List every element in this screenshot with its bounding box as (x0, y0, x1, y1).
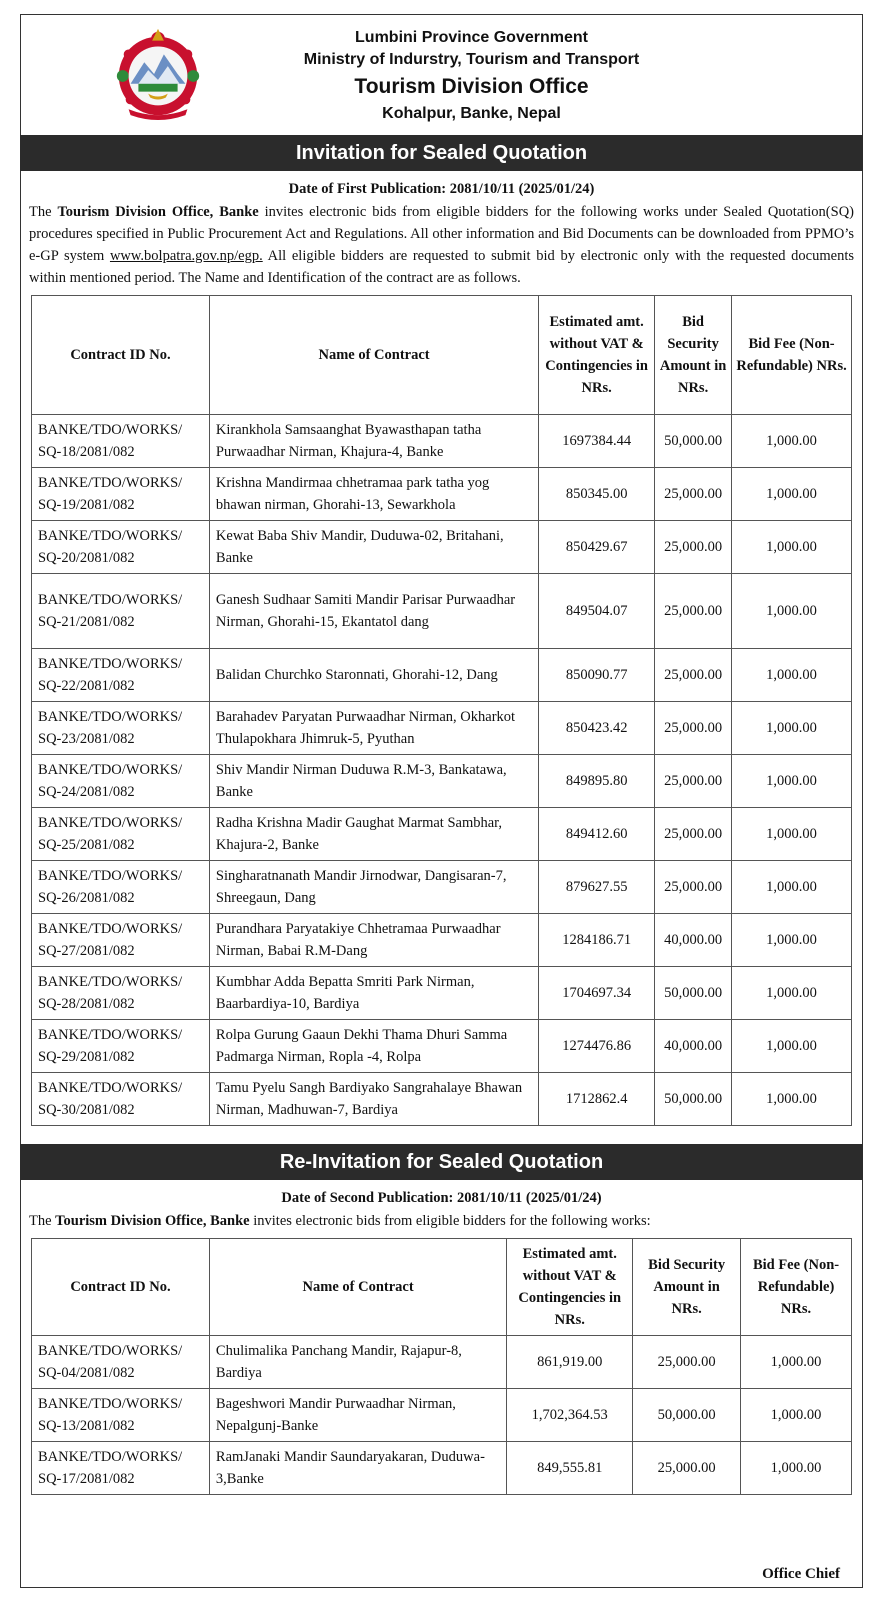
bid-fee-cell: 1,000.00 (732, 468, 852, 521)
ministry-name: Ministry of Indurstry, Tourism and Transport (303, 51, 640, 68)
bid-security-cell: 50,000.00 (655, 1073, 732, 1126)
contract-id-cell: BANKE/TDO/WORKS/ SQ-26/2081/082 (32, 861, 210, 914)
estimated-amount-cell: 1274476.86 (539, 1020, 655, 1073)
estimated-amount-cell: 850429.67 (539, 521, 655, 574)
bid-fee-cell: 1,000.00 (732, 1073, 852, 1126)
contract-id-cell: BANKE/TDO/WORKS/ SQ-18/2081/082 (32, 415, 210, 468)
bid-security-cell: 25,000.00 (655, 468, 732, 521)
bid-fee-cell: 1,000.00 (732, 1020, 852, 1073)
office-name: Tourism Division Office (354, 75, 589, 98)
estimated-amount-cell: 850423.42 (539, 702, 655, 755)
table-row (32, 1336, 852, 1389)
contract-name-cell: Rolpa Gurung Gaaun Dekhi Thama Dhuri Samma Padmarga Nirman, Ropla -4, Rolpa (209, 1020, 538, 1073)
contract-name-cell: Chulimalika Panchang Mandir, Rajapur-8, Bardiya (209, 1336, 506, 1389)
section1-contract-table (31, 295, 852, 1126)
contract-id-cell: BANKE/TDO/WORKS/ SQ-17/2081/082 (32, 1442, 210, 1495)
bid-security-cell: 50,000.00 (655, 967, 732, 1020)
signature-office-chief: Office Chief (762, 1566, 840, 1582)
estimated-amount-cell: 849,555.81 (507, 1442, 633, 1495)
estimated-amount-cell: 850090.77 (539, 649, 655, 702)
bid-fee-cell: 1,000.00 (732, 967, 852, 1020)
table-row (32, 1389, 852, 1442)
contract-id-cell: BANKE/TDO/WORKS/ SQ-22/2081/082 (32, 649, 210, 702)
bid-security-cell: 25,000.00 (655, 649, 732, 702)
estimated-amount-cell: 1697384.44 (539, 415, 655, 468)
contract-id-cell: BANKE/TDO/WORKS/ SQ-25/2081/082 (32, 808, 210, 861)
contract-name-cell: Krishna Mandirmaa chhetramaa park tatha yog bhawan nirman, Ghorahi-13, Sewarkhola (209, 468, 538, 521)
bid-fee-cell: 1,000.00 (741, 1336, 852, 1389)
col-contract-name: Name of Contract (209, 296, 538, 415)
notice-frame (20, 14, 863, 1588)
contract-id-cell: BANKE/TDO/WORKS/ SQ-19/2081/082 (32, 468, 210, 521)
col-estimated-amount: Estimated amt. without VAT & Contingencies in NRs. (539, 296, 655, 415)
contract-id-cell: BANKE/TDO/WORKS/ SQ-20/2081/082 (32, 521, 210, 574)
contract-name-cell: Tamu Pyelu Sangh Bardiyako Sangrahalaye Bhawan Nirman, Madhuwan-7, Bardiya (209, 1073, 538, 1126)
section2-intro: The Tourism Division Office, Banke invites electronic bids from eligible bidders for the following works: (29, 1213, 651, 1229)
col-contract-id: Contract ID No. (32, 296, 210, 415)
section2-banner: Re-Invitation for Sealed Quotation (20, 1144, 863, 1180)
contract-name-cell: RamJanaki Mandir Saundaryakaran, Duduwa-3,Banke (209, 1442, 506, 1495)
header (21, 15, 862, 135)
estimated-amount-cell: 1284186.71 (539, 914, 655, 967)
bid-security-cell: 40,000.00 (655, 914, 732, 967)
section1-pub-date: Date of First Publication: 2081/10/11 (2025/01/24) (288, 181, 595, 197)
section1-intro: The Tourism Division Office, Banke invites electronic bids from eligible bidders for the following works under Sealed Quotation(SQ) procedures specified in Public Procurement Act and Regulations. All other information and Bid Documents can be downloaded from PPMO’s e-GP system www.bolpatra.gov.np/egp. All eligible bidders are requested to submit bid by electronic only with the requested documents within mentioned period. The Name and Identification of the contract are as follows. (29, 204, 855, 286)
contract-id-cell: BANKE/TDO/WORKS/ SQ-27/2081/082 (32, 914, 210, 967)
contract-name-cell: Balidan Churchko Staronnati, Ghorahi-12, Dang (209, 649, 538, 702)
contract-name-cell: Kirankhola Samsaanghat Byawasthapan tatha Purwaadhar Nirman, Khajura-4, Banke (209, 415, 538, 468)
table-row (32, 861, 852, 914)
col-bid-fee: Bid Fee (Non-Refundable) NRs. (732, 296, 852, 415)
table-row (32, 468, 852, 521)
estimated-amount-cell: 1712862.4 (539, 1073, 655, 1126)
bid-security-cell: 25,000.00 (655, 808, 732, 861)
estimated-amount-cell: 849412.60 (539, 808, 655, 861)
bid-fee-cell: 1,000.00 (732, 808, 852, 861)
contract-name-cell: Bageshwori Mandir Purwaadhar Nirman, Nepalgunj-Banke (209, 1389, 506, 1442)
section2-pub-date: Date of Second Publication: 2081/10/11 (2025/01/24) (281, 1190, 602, 1206)
egp-link[interactable]: www.bolpatra.gov.np/egp. (109, 248, 263, 264)
bid-security-cell: 25,000.00 (655, 755, 732, 808)
bid-security-cell: 25,000.00 (655, 521, 732, 574)
table-row (32, 702, 852, 755)
bid-fee-cell: 1,000.00 (741, 1442, 852, 1495)
bid-fee-cell: 1,000.00 (732, 861, 852, 914)
estimated-amount-cell: 879627.55 (539, 861, 655, 914)
estimated-amount-cell: 1704697.34 (539, 967, 655, 1020)
contract-name-cell: Purandhara Paryatakiye Chhetramaa Purwaadhar Nirman, Babai R.M-Dang (209, 914, 538, 967)
bid-security-cell: 25,000.00 (633, 1336, 741, 1389)
table-row (32, 1442, 852, 1495)
estimated-amount-cell: 1,702,364.53 (507, 1389, 633, 1442)
bid-security-cell: 25,000.00 (655, 574, 732, 649)
table-row (32, 914, 852, 967)
office-name-bold: Tourism Division Office, Banke (57, 204, 259, 220)
table-row (32, 967, 852, 1020)
table-row (32, 415, 852, 468)
contract-id-cell: BANKE/TDO/WORKS/ SQ-24/2081/082 (32, 755, 210, 808)
table-row (32, 755, 852, 808)
bid-security-cell: 25,000.00 (655, 702, 732, 755)
table-row (32, 649, 852, 702)
bid-security-cell: 50,000.00 (633, 1389, 741, 1442)
contract-name-cell: Radha Krishna Madir Gaughat Marmat Sambhar, Khajura-2, Banke (209, 808, 538, 861)
bid-fee-cell: 1,000.00 (732, 574, 852, 649)
contract-id-cell: BANKE/TDO/WORKS/ SQ-28/2081/082 (32, 967, 210, 1020)
col-contract-id: Contract ID No. (32, 1239, 210, 1336)
office-address: Kohalpur, Banke, Nepal (382, 105, 561, 122)
estimated-amount-cell: 850345.00 (539, 468, 655, 521)
bid-fee-cell: 1,000.00 (732, 415, 852, 468)
col-estimated-amount: Estimated amt. without VAT & Contingencies in NRs. (507, 1239, 633, 1336)
section2-contract-table (31, 1238, 852, 1495)
table-row (32, 574, 852, 649)
bid-fee-cell: 1,000.00 (732, 521, 852, 574)
contract-name-cell: Shiv Mandir Nirman Duduwa R.M-3, Bankatawa, Banke (209, 755, 538, 808)
bid-fee-cell: 1,000.00 (732, 702, 852, 755)
contract-id-cell: BANKE/TDO/WORKS/ SQ-29/2081/082 (32, 1020, 210, 1073)
table-row (32, 808, 852, 861)
contract-name-cell: Kewat Baba Shiv Mandir, Duduwa-02, Britahani, Banke (209, 521, 538, 574)
contract-id-cell: BANKE/TDO/WORKS/ SQ-04/2081/082 (32, 1336, 210, 1389)
col-bid-security: Bid Security Amount in NRs. (655, 296, 732, 415)
bid-fee-cell: 1,000.00 (732, 755, 852, 808)
contract-name-cell: Ganesh Sudhaar Samiti Mandir Parisar Purwaadhar Nirman, Ghorahi-15, Ekantatol dang (209, 574, 538, 649)
contract-name-cell: Kumbhar Adda Bepatta Smriti Park Nirman, Baarbardiya-10, Bardiya (209, 967, 538, 1020)
bid-fee-cell: 1,000.00 (732, 914, 852, 967)
contract-id-cell: BANKE/TDO/WORKS/ SQ-30/2081/082 (32, 1073, 210, 1126)
estimated-amount-cell: 861,919.00 (507, 1336, 633, 1389)
contract-id-cell: BANKE/TDO/WORKS/ SQ-23/2081/082 (32, 702, 210, 755)
col-bid-fee: Bid Fee (Non-Refundable) NRs. (741, 1239, 852, 1336)
table-row (32, 521, 852, 574)
bid-fee-cell: 1,000.00 (732, 649, 852, 702)
contract-name-cell: Singharatnanath Mandir Jirnodwar, Dangisaran-7, Shreegaun, Dang (209, 861, 538, 914)
table-row (32, 1073, 852, 1126)
contract-id-cell: BANKE/TDO/WORKS/ SQ-21/2081/082 (32, 574, 210, 649)
section1-banner: Invitation for Sealed Quotation (20, 135, 863, 171)
table-row (32, 1020, 852, 1073)
bid-security-cell: 50,000.00 (655, 415, 732, 468)
estimated-amount-cell: 849895.80 (539, 755, 655, 808)
contract-id-cell: BANKE/TDO/WORKS/ SQ-13/2081/082 (32, 1389, 210, 1442)
estimated-amount-cell: 849504.07 (539, 574, 655, 649)
bid-security-cell: 40,000.00 (655, 1020, 732, 1073)
col-contract-name: Name of Contract (209, 1239, 506, 1336)
col-bid-security: Bid Security Amount in NRs. (633, 1239, 741, 1336)
contract-name-cell: Barahadev Paryatan Purwaadhar Nirman, Okharkot Thulapokhara Jhimruk-5, Pyuthan (209, 702, 538, 755)
bid-security-cell: 25,000.00 (655, 861, 732, 914)
bid-security-cell: 25,000.00 (633, 1442, 741, 1495)
government-name: Lumbini Province Government (355, 29, 588, 46)
office-name-bold: Tourism Division Office, Banke (55, 1213, 250, 1229)
bid-fee-cell: 1,000.00 (741, 1389, 852, 1442)
